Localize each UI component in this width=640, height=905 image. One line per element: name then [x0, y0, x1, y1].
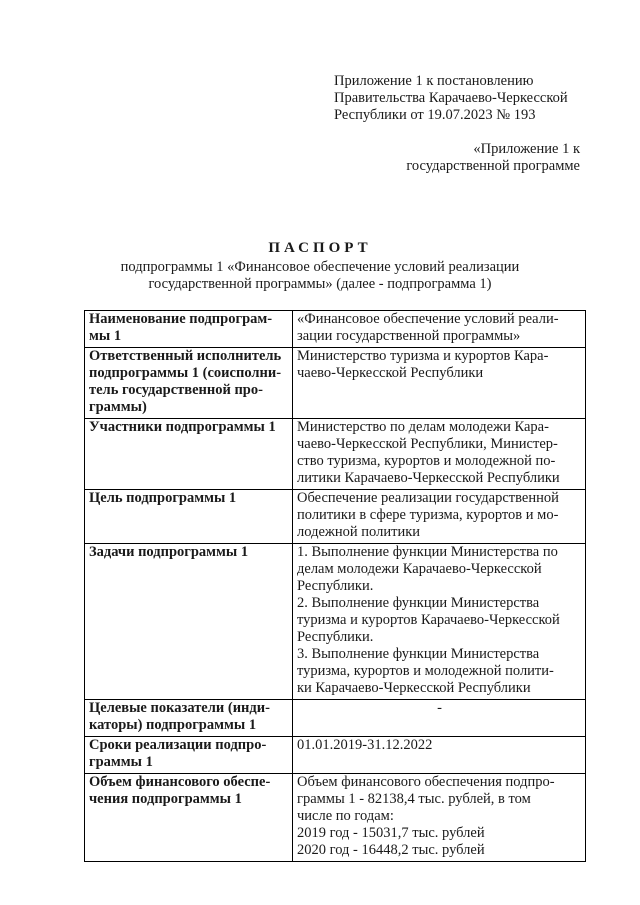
value-line: числе по годам: — [297, 808, 394, 824]
row-value — [293, 490, 586, 544]
table-row — [85, 348, 586, 419]
label-line: чения подпрограммы 1 — [89, 791, 242, 807]
label-line: Объем финансового обеспе- — [89, 774, 271, 790]
header-line: Правительства Карачаево-Черкесской — [334, 90, 568, 106]
appendix-reference — [406, 141, 580, 175]
label-line: тель государственной про- — [89, 382, 263, 398]
value-line: Обеспечение реализации государственной — [297, 490, 559, 506]
label-line: граммы) — [89, 399, 147, 415]
table-row — [85, 490, 586, 544]
row-label — [85, 311, 293, 348]
table-row — [85, 737, 586, 774]
label-line: граммы 1 — [89, 754, 153, 770]
table-row — [85, 419, 586, 490]
table-row — [85, 544, 586, 700]
row-label — [85, 348, 293, 419]
row-label — [85, 700, 293, 737]
row-value — [293, 348, 586, 419]
value-line: чаево-Черкесской Республики, Министер- — [297, 436, 558, 452]
value-line: туризма и курортов Карачаево-Черкесской — [297, 612, 560, 628]
value-line: Объем финансового обеспечения подпро- — [297, 774, 555, 790]
value-line: делам молодежи Карачаево-Черкесской — [297, 561, 542, 577]
table-row — [85, 700, 586, 737]
value-line: политики в сфере туризма, курортов и мо- — [297, 507, 559, 523]
row-label — [85, 737, 293, 774]
row-value — [293, 700, 586, 737]
value-line: Республики. — [297, 578, 374, 594]
table-row — [85, 774, 586, 862]
row-value — [293, 737, 586, 774]
label-line: Участники подпрограммы 1 — [89, 419, 276, 435]
value-line: Министерство по делам молодежи Кара- — [297, 419, 549, 435]
appendix-line: государственной программе — [406, 158, 580, 174]
row-label — [85, 774, 293, 862]
subtitle-line: государственной программы» (далее - подпрограмма 1) — [148, 276, 492, 292]
value-line: «Финансовое обеспечение условий реали- — [297, 311, 559, 327]
header-line: Республики от 19.07.2023 № 193 — [334, 107, 536, 123]
value-line: Министерство туризма и курортов Кара- — [297, 348, 549, 364]
label-line: Задачи подпрограммы 1 — [89, 544, 249, 560]
row-value — [293, 419, 586, 490]
value-line: чаево-Черкесской Республики — [297, 365, 484, 381]
label-line: каторы) подпрограммы 1 — [89, 717, 257, 733]
value-line: ки Карачаево-Черкесской Республики — [297, 680, 531, 696]
value-line: 3. Выполнение функции Министерства — [297, 646, 540, 662]
table-row — [85, 311, 586, 348]
value-line: граммы 1 - 82138,4 тыс. рублей, в том — [297, 791, 531, 807]
value-line: ство туризма, курортов и молодежной по- — [297, 453, 556, 469]
subtitle-line: подпрограммы 1 «Финансовое обеспечение условий реализации — [120, 259, 520, 275]
value-line: Республики. — [297, 629, 374, 645]
label-line: Ответственный исполнитель — [89, 348, 282, 364]
value-line: лодежной политики — [297, 524, 421, 540]
value-line: 01.01.2019-31.12.2022 — [297, 737, 433, 753]
value-line: - — [437, 700, 442, 716]
label-line: Сроки реализации подпро- — [89, 737, 267, 753]
row-value — [293, 774, 586, 862]
label-line: Наименование подпрограм- — [89, 311, 273, 327]
value-line: туризма, курортов и молодежной полити- — [297, 663, 554, 679]
document-subtitle — [0, 259, 640, 293]
value-line: литики Карачаево-Черкесской Республики — [297, 470, 560, 486]
row-value — [293, 544, 586, 700]
value-line: 2. Выполнение функции Министерства — [297, 595, 540, 611]
value-line: зации государственной программы» — [297, 328, 521, 344]
row-label — [85, 419, 293, 490]
passport-table — [84, 310, 586, 862]
header-line: Приложение 1 к постановлению — [334, 73, 534, 89]
resolution-reference — [334, 73, 568, 124]
row-label — [85, 490, 293, 544]
document-title: ПАСПОРТ — [268, 240, 372, 256]
value-line: 1. Выполнение функции Министерства по — [297, 544, 558, 560]
label-line: Цель подпрограммы 1 — [89, 490, 237, 506]
value-line: 2019 год - 15031,7 тыс. рублей — [297, 825, 485, 841]
label-line: подпрограммы 1 (соисполни- — [89, 365, 282, 381]
row-value — [293, 311, 586, 348]
row-label — [85, 544, 293, 700]
label-line: Целевые показатели (инди- — [89, 700, 270, 716]
label-line: мы 1 — [89, 328, 122, 344]
appendix-line: «Приложение 1 к — [473, 141, 580, 157]
value-line: 2020 год - 16448,2 тыс. рублей — [297, 842, 485, 858]
